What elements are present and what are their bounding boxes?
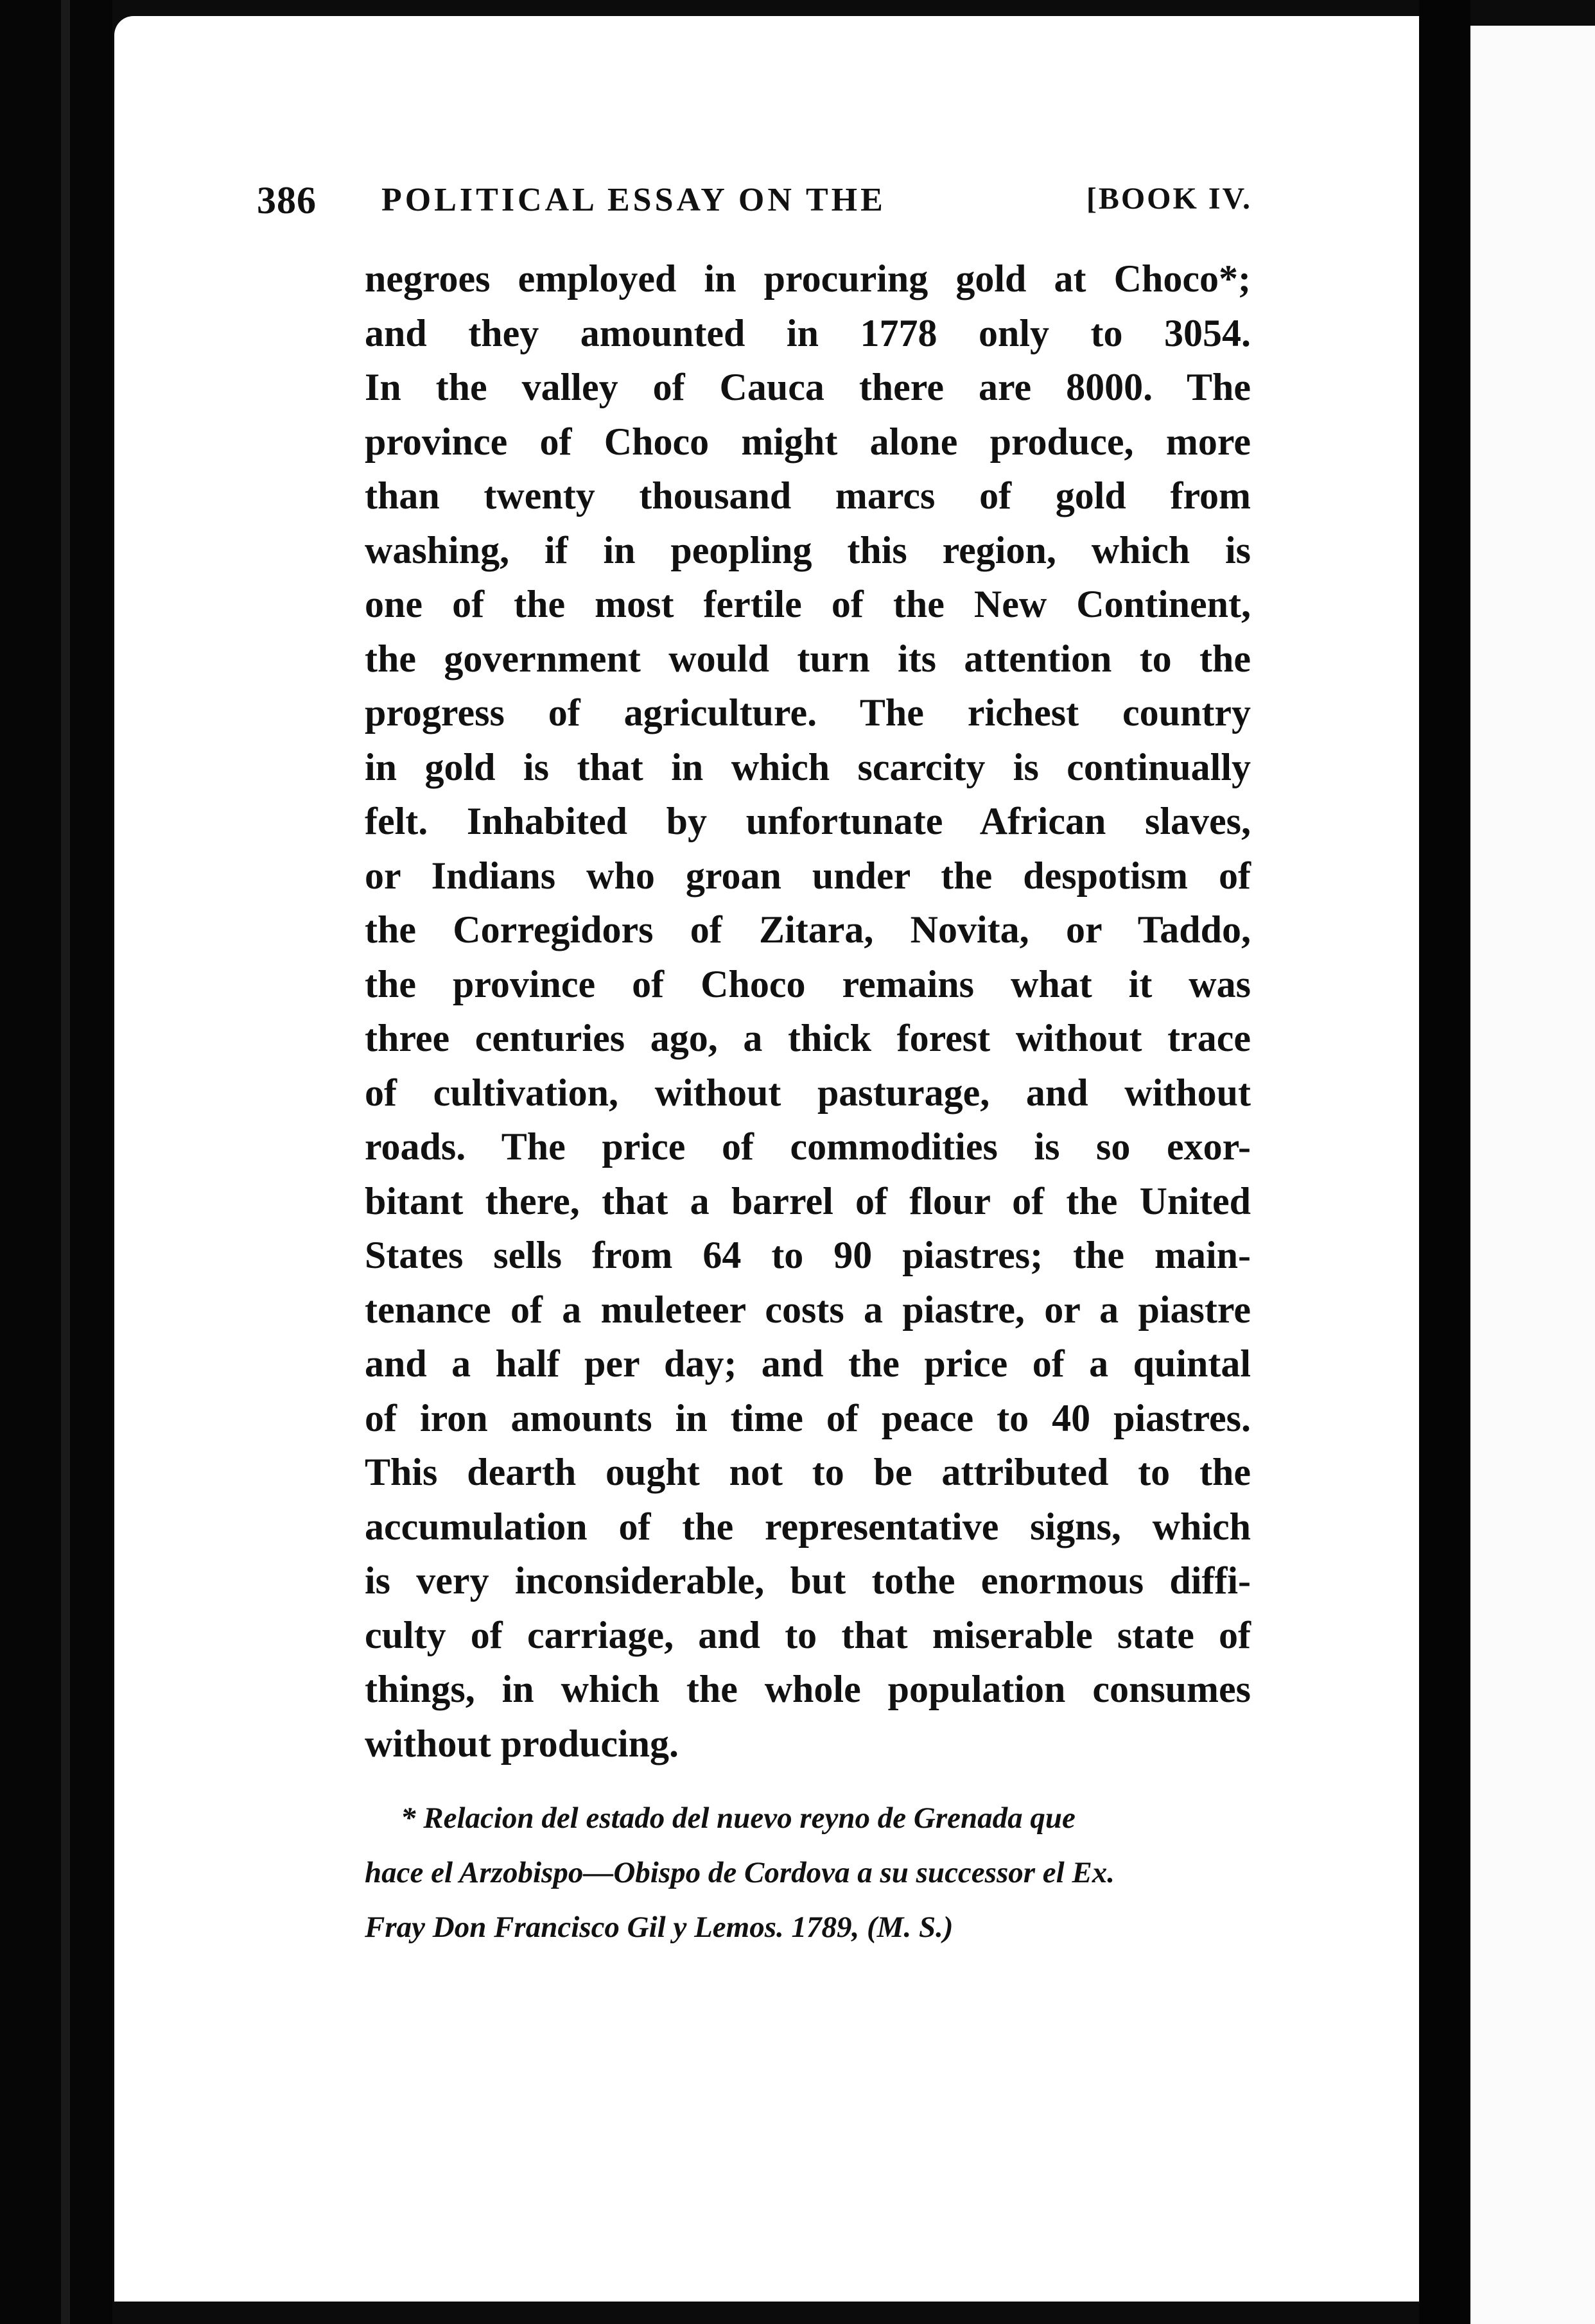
- text-line: the province of Choco remains what it was: [365, 962, 1251, 1005]
- footnote-line: * Relacion del estado del nuevo reyno de Grenada que: [401, 1801, 1076, 1835]
- text-line: culty of carriage, and to that miserable state of: [365, 1613, 1251, 1656]
- footnote: [365, 1791, 1251, 1955]
- facing-page-edge: [1470, 26, 1595, 2324]
- text-line: In the valley of Cauca there are 8000. The: [365, 366, 1251, 408]
- text-line: States sells from 64 to 90 piastres; the main-: [365, 1234, 1251, 1276]
- text-line: of iron amounts in time of peace to 40 piastres.: [365, 1396, 1251, 1439]
- text-line: than twenty thousand marcs of gold from: [365, 474, 1251, 517]
- text-line: This dearth ought not to be attributed to the: [365, 1451, 1251, 1493]
- text-line: and a half per day; and the price of a quintal: [365, 1342, 1251, 1385]
- text-line: of cultivation, without pasturage, and without: [365, 1071, 1251, 1114]
- text-line: progress of agriculture. The richest country: [365, 691, 1251, 734]
- book-reference: [BOOK IV.: [1086, 182, 1252, 216]
- text-line: tenance of a muleteer costs a piastre, or a piastre: [365, 1288, 1251, 1331]
- running-title: POLITICAL ESSAY ON THE: [381, 182, 886, 218]
- footnote-line: hace el Arzobispo—Obispo de Cordova a su successor el Ex.: [365, 1856, 1115, 1889]
- body-text: [365, 252, 1251, 1771]
- page-header: [257, 178, 1259, 236]
- text-line: accumulation of the representative signs, which: [365, 1505, 1251, 1548]
- text-line: one of the most fertile of the New Continent,: [365, 583, 1251, 625]
- scan-left-edge-streak: [61, 0, 70, 2324]
- text-line: washing, if in peopling this region, which is: [365, 528, 1251, 571]
- text-line: three centuries ago, a thick forest without trace: [365, 1017, 1251, 1059]
- text-line: felt. Inhabited by unfortunate African slaves,: [365, 800, 1251, 842]
- text-line: province of Choco might alone produce, more: [365, 420, 1251, 463]
- text-line: things, in which the whole population consumes: [365, 1668, 1251, 1710]
- text-line: or Indians who groan under the despotism of: [365, 854, 1251, 897]
- text-line: roads. The price of commodities is so exor-: [365, 1125, 1251, 1168]
- text-line: and they amounted in 1778 only to 3054.: [365, 311, 1251, 354]
- text-line: the government would turn its attention to the: [365, 637, 1251, 680]
- text-line: bitant there, that a barrel of flour of the United: [365, 1179, 1251, 1222]
- scan-left-edge: [0, 0, 112, 2324]
- page-number: 386: [257, 179, 317, 221]
- text-line: without producing.: [365, 1722, 679, 1765]
- text-line: negroes employed in procuring gold at Choco*;: [365, 257, 1251, 300]
- text-line: the Corregidors of Zitara, Novita, or Taddo,: [365, 908, 1251, 951]
- footnote-line: Fray Don Francisco Gil y Lemos. 1789, (M. S.): [365, 1911, 954, 1944]
- text-line: in gold is that in which scarcity is continually: [365, 745, 1251, 788]
- text-line: is very inconsiderable, but tothe enormous diffi-: [365, 1559, 1251, 1602]
- page-gutter: [1419, 0, 1470, 2324]
